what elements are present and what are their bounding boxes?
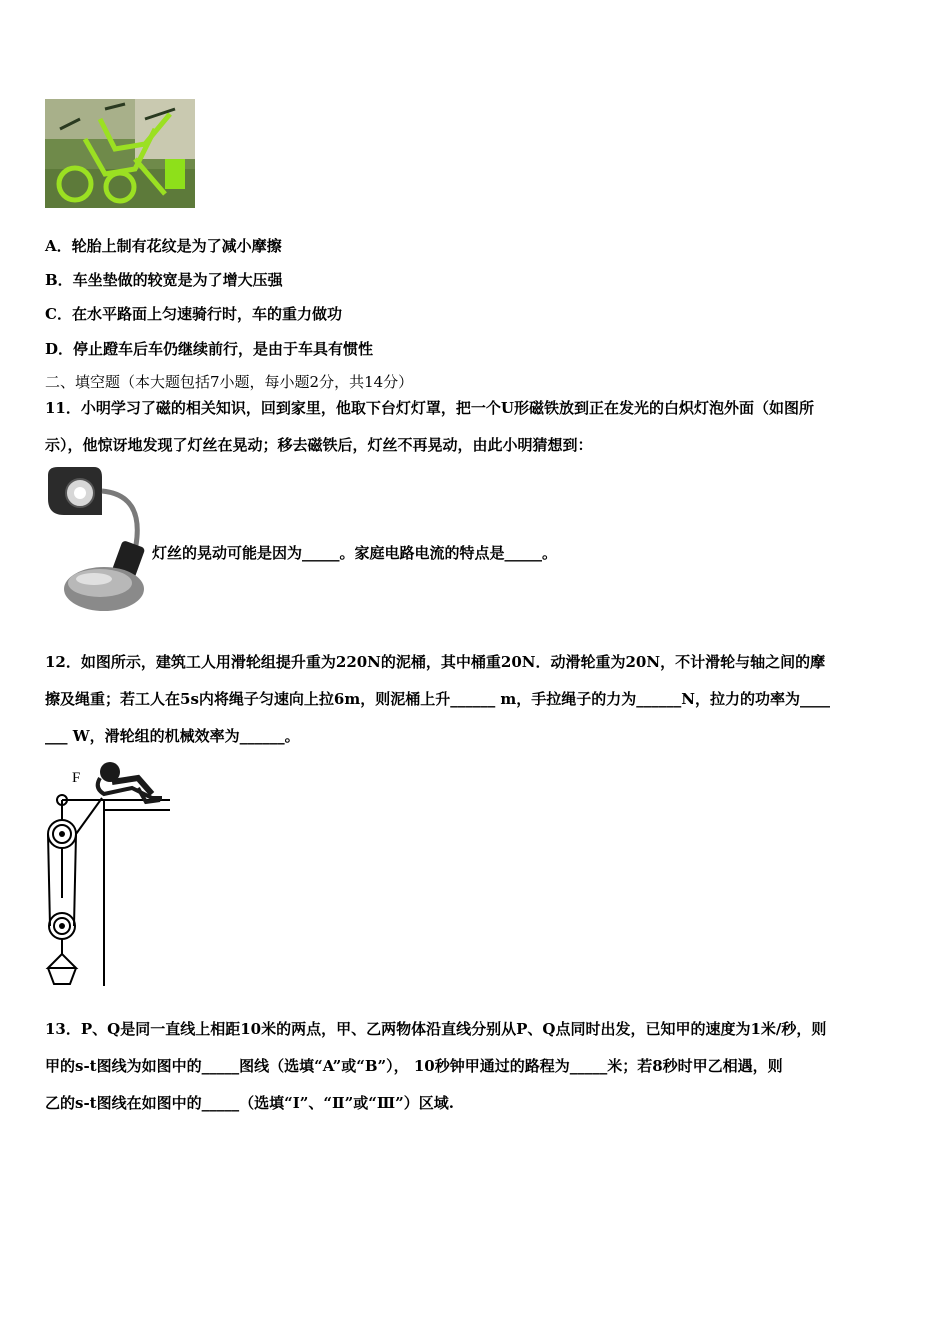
q12-line-2: 擦及绳重；若工人在5s内将绳子匀速向上拉6m，则泥桶上升______ m，手拉绳子的力为______N，拉力的功率为____ [45, 690, 830, 708]
q13-line-3: 乙的s-t图线在如图中的_____（选填“Ⅰ”、“Ⅱ”或“Ⅲ”）区域. [45, 1094, 455, 1112]
desk-lamp-figure [44, 465, 152, 615]
bicycles-photo [45, 99, 195, 208]
q11-line-2: 示），他惊讶地发现了灯丝在晃动；移去磁铁后，灯丝不再晃动，由此小明猜想到： [45, 436, 593, 454]
q12-line-3: ___ W，滑轮组的机械效率为______。 [45, 727, 300, 745]
q13-line-2: 甲的s-t图线为如图中的_____图线（选填“A”或“B”）， 10秒钟甲通过的路程为_____米；若8秒时甲乙相遇，则 [45, 1057, 783, 1075]
q12-line-1: 12．如图所示，建筑工人用滑轮组提升重为220N的泥桶，其中桶重20N．动滑轮重为20N，不计滑轮与轴之间的摩 [45, 653, 826, 671]
q11-line-1: 11．小明学习了磁的相关知识，回到家里，他取下台灯灯罩，把一个U形磁铁放到正在发光的白炽灯泡外面（如图所 [45, 399, 814, 417]
section-heading: 二、填空题（本大题包括7小题，每小题2分，共14分） [45, 373, 414, 391]
q11-line-3: 灯丝的晃动可能是因为_____。家庭电路电流的特点是_____。 [152, 544, 558, 562]
option-a: A．轮胎上制有花纹是为了减小摩擦 [45, 237, 282, 255]
option-b: B．车坐垫做的较宽是为了增大压强 [45, 271, 283, 289]
option-c: C．在水平路面上匀速骑行时，车的重力做功 [45, 305, 342, 323]
force-label: F [72, 770, 81, 786]
pulley-figure [42, 758, 174, 988]
option-d: D．停止蹬车后车仍继续前行，是由于车具有惯性 [45, 340, 374, 358]
q13-line-1: 13．P、Q是同一直线上相距10米的两点，甲、乙两物体沿直线分别从P、Q点同时出发，已知甲的速度为1米/秒，则 [45, 1020, 827, 1038]
